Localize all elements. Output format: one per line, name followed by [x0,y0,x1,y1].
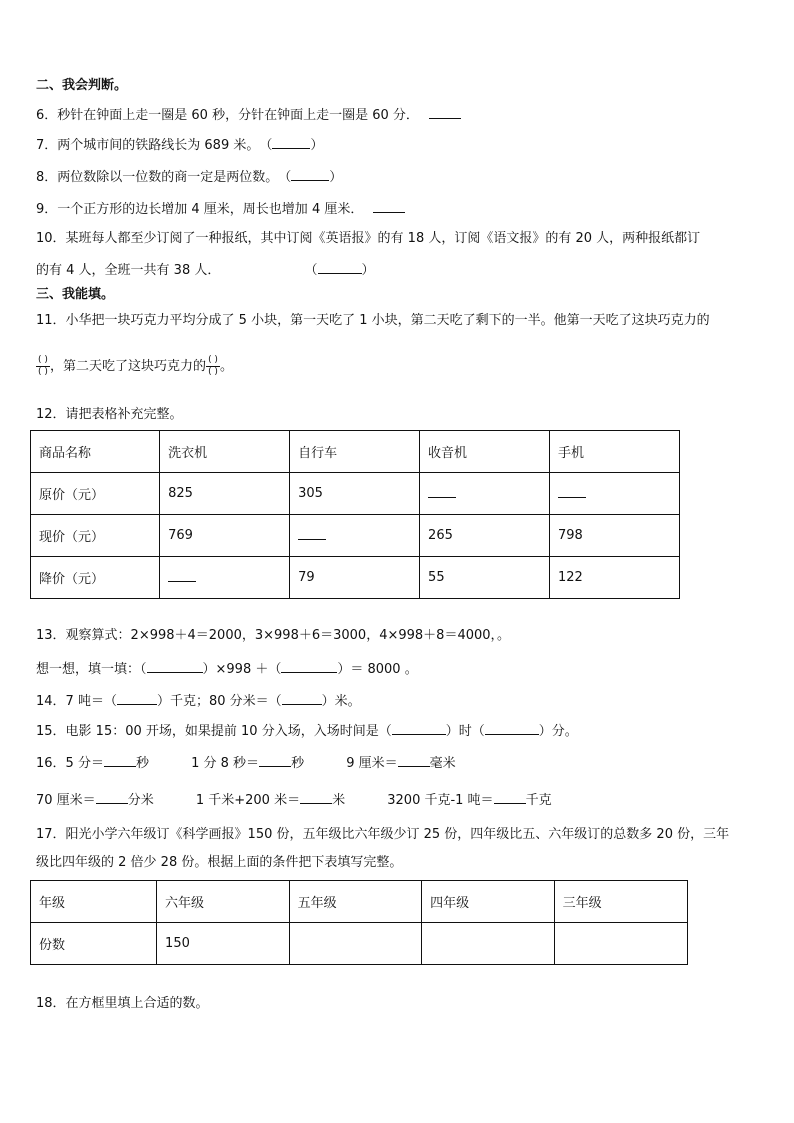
grade-table-empty-cell[interactable] [554,923,687,965]
question-13-line1: 13．观察算式：2×998＋4＝2000，3×998＋6＝3000，4×998＋8＝4000，。 [36,628,511,643]
price-table-cell-text: 305 [298,486,323,501]
grade-table-header-cell [289,881,422,923]
section-heading-fill: 三、我能填。 [36,287,115,302]
grade-table-cell-text: 份数 [39,938,66,953]
grade-table-row [31,923,688,965]
answer-blank-16c[interactable] [398,752,430,767]
grade-table-cell-text: 五年级 [297,896,337,911]
price-table-cell-text: 手机 [558,446,585,461]
price-table-header-cell [160,431,290,473]
section-heading-judge: 二、我会判断。 [36,78,128,93]
price-table-cell [31,473,160,515]
question-9 [36,198,405,219]
answer-blank-15a[interactable] [392,720,446,735]
price-table-cell-text: 55 [428,570,445,585]
price-table-cell [160,515,290,557]
question-16-row1: 16．5 分＝ 秒 1 分 8 秒＝ 秒 9 厘米＝ 毫米 [36,752,456,773]
grade-table-cell-text: 六年级 [165,896,205,911]
answer-blank-16e[interactable] [300,789,332,804]
grade-table-header-cell [31,881,157,923]
price-table-blank-cell[interactable] [550,473,680,515]
answer-blank-14b[interactable] [282,690,322,705]
question-7: 7．两个城市间的铁路线长为 689 米。（ ） [36,134,323,155]
grade-table-cell-text: 150 [165,936,190,951]
price-table-header-cell [290,431,420,473]
grade-table-empty-cell[interactable] [289,923,422,965]
question-6-text: 6．秒针在钟面上走一圈是 60 秒，分针在钟面上走一圈是 60 分． [36,108,419,123]
price-table-cell-text: 265 [428,528,453,543]
price-table-cell [290,557,420,599]
question-8: 8．两位数除以一位数的商一定是两位数。（ ） [36,166,342,187]
answer-blank-6[interactable] [429,104,461,119]
price-table-cell [550,557,680,599]
price-table-cell [31,515,160,557]
question-9-text: 9．一个正方形的边长增加 4 厘米，周长也增加 4 厘米． [36,202,364,217]
question-14: 14．7 吨＝（ ）千克；80 分米＝（ ）米。 [36,690,361,711]
price-table-cell-text: 122 [558,570,583,585]
price-table-row [31,557,680,599]
price-table-cell-text: 商品名称 [39,446,92,461]
answer-blank[interactable] [168,569,196,582]
answer-blank-7[interactable] [272,134,310,149]
grade-table-header-cell [157,881,290,923]
price-table-cell-text: 收音机 [428,446,468,461]
question-18: 18．在方框里填上合适的数。 [36,996,209,1011]
price-table-blank-cell[interactable] [160,557,290,599]
price-table-header-cell [420,431,550,473]
answer-blank-16d[interactable] [96,789,128,804]
question-7-text: 7．两个城市间的铁路线长为 689 米。 [36,138,260,153]
answer-blank-16b[interactable] [259,752,291,767]
answer-blank-10[interactable] [318,259,362,274]
price-table-row [31,473,680,515]
price-table-cell [31,557,160,599]
grade-table-empty-cell[interactable] [422,923,555,965]
price-table-cell-text: 现价（元） [39,530,105,545]
price-table [30,430,680,599]
grade-table-cell [31,923,157,965]
price-table-cell-text: 798 [558,528,583,543]
price-table-row [31,515,680,557]
question-17-line1: 17．阳光小学六年级订《科学画报》150 份，五年级比六年级少订 25 份，四年级比五、六年级订的总数多 20 份，三年 [36,827,730,842]
question-6 [36,104,461,125]
price-table-cell [420,557,550,599]
question-10-line1: 10．某班每人都至少订阅了一种报纸，其中订阅《英语报》的有 18 人，订阅《语文报》的有 20 人，两种报纸都订 [36,231,701,246]
question-11-line2: $\frac{( )}{( )}$ ，第二天吃了这块巧克力的 $\frac{( )}{( )}$ 。 [36,356,233,377]
answer-blank[interactable] [428,485,456,498]
question-12: 12．请把表格补充完整。 [36,407,183,422]
answer-blank-16f[interactable] [494,789,526,804]
question-10-text: 的有 4 人，全班一共有 38 人． [36,263,221,278]
question-10-line2: 的有 4 人，全班一共有 38 人． （ ） [36,259,375,280]
price-table-cell-text: 原价（元） [39,488,105,503]
answer-blank-9[interactable] [373,198,405,213]
price-table-header-cell [31,431,160,473]
answer-blank[interactable] [298,527,326,540]
answer-blank-14a[interactable] [117,690,157,705]
price-table-cell-text: 79 [298,570,315,585]
question-11-line1: 11．小华把一块巧克力平均分成了 5 小块，第一天吃了 1 小块，第二天吃了剩下的一半。他第一天吃了这块巧克力的 [36,313,710,328]
question-13-line2: 想一想，填一填：（ ）×998 ＋（ ）＝ 8000 。 [36,658,418,679]
price-table-blank-cell[interactable] [420,473,550,515]
answer-blank-13a[interactable] [147,658,203,673]
price-table-header-cell [550,431,680,473]
answer-blank[interactable] [558,485,586,498]
grade-table-cell [157,923,290,965]
answer-blank-16a[interactable] [104,752,136,767]
question-8-text: 8．两位数除以一位数的商一定是两位数。 [36,170,279,185]
price-table-row [31,431,680,473]
grade-table-cell-text: 年级 [39,896,66,911]
grade-table-header-cell [422,881,555,923]
grade-table-header-cell [554,881,687,923]
grade-table-cell-text: 四年级 [430,896,470,911]
price-table-cell-text: 825 [168,486,193,501]
fraction-blank-2[interactable]: $\frac{( )}{( )}$ [206,356,220,377]
answer-blank-15b[interactable] [485,720,539,735]
question-15: 15．电影 15：00 开场，如果提前 10 分入场，入场时间是（ ）时（ ）分。 [36,720,578,741]
question-16-row2: 70 厘米＝ 分米 1 千米+200 米＝ 米 3200 千克-1 吨＝ 千克 [36,789,552,810]
price-table-cell-text: 降价（元） [39,572,105,587]
grade-table-row [31,881,688,923]
price-table-cell [420,515,550,557]
price-table-cell-text: 洗衣机 [168,446,208,461]
fraction-blank-1[interactable]: $\frac{( )}{( )}$ [36,356,50,377]
question-17-line2: 级比四年级的 2 倍少 28 份。根据上面的条件把下表填写完整。 [36,855,403,870]
price-table-cell [550,515,680,557]
grade-table [30,880,688,965]
price-table-blank-cell[interactable] [290,515,420,557]
price-table-cell [290,473,420,515]
price-table-cell-text: 769 [168,528,193,543]
price-table-cell [160,473,290,515]
price-table-cell-text: 自行车 [298,446,338,461]
answer-blank-13b[interactable] [281,658,337,673]
grade-table-cell-text: 三年级 [562,896,602,911]
answer-blank-8[interactable] [291,166,329,181]
